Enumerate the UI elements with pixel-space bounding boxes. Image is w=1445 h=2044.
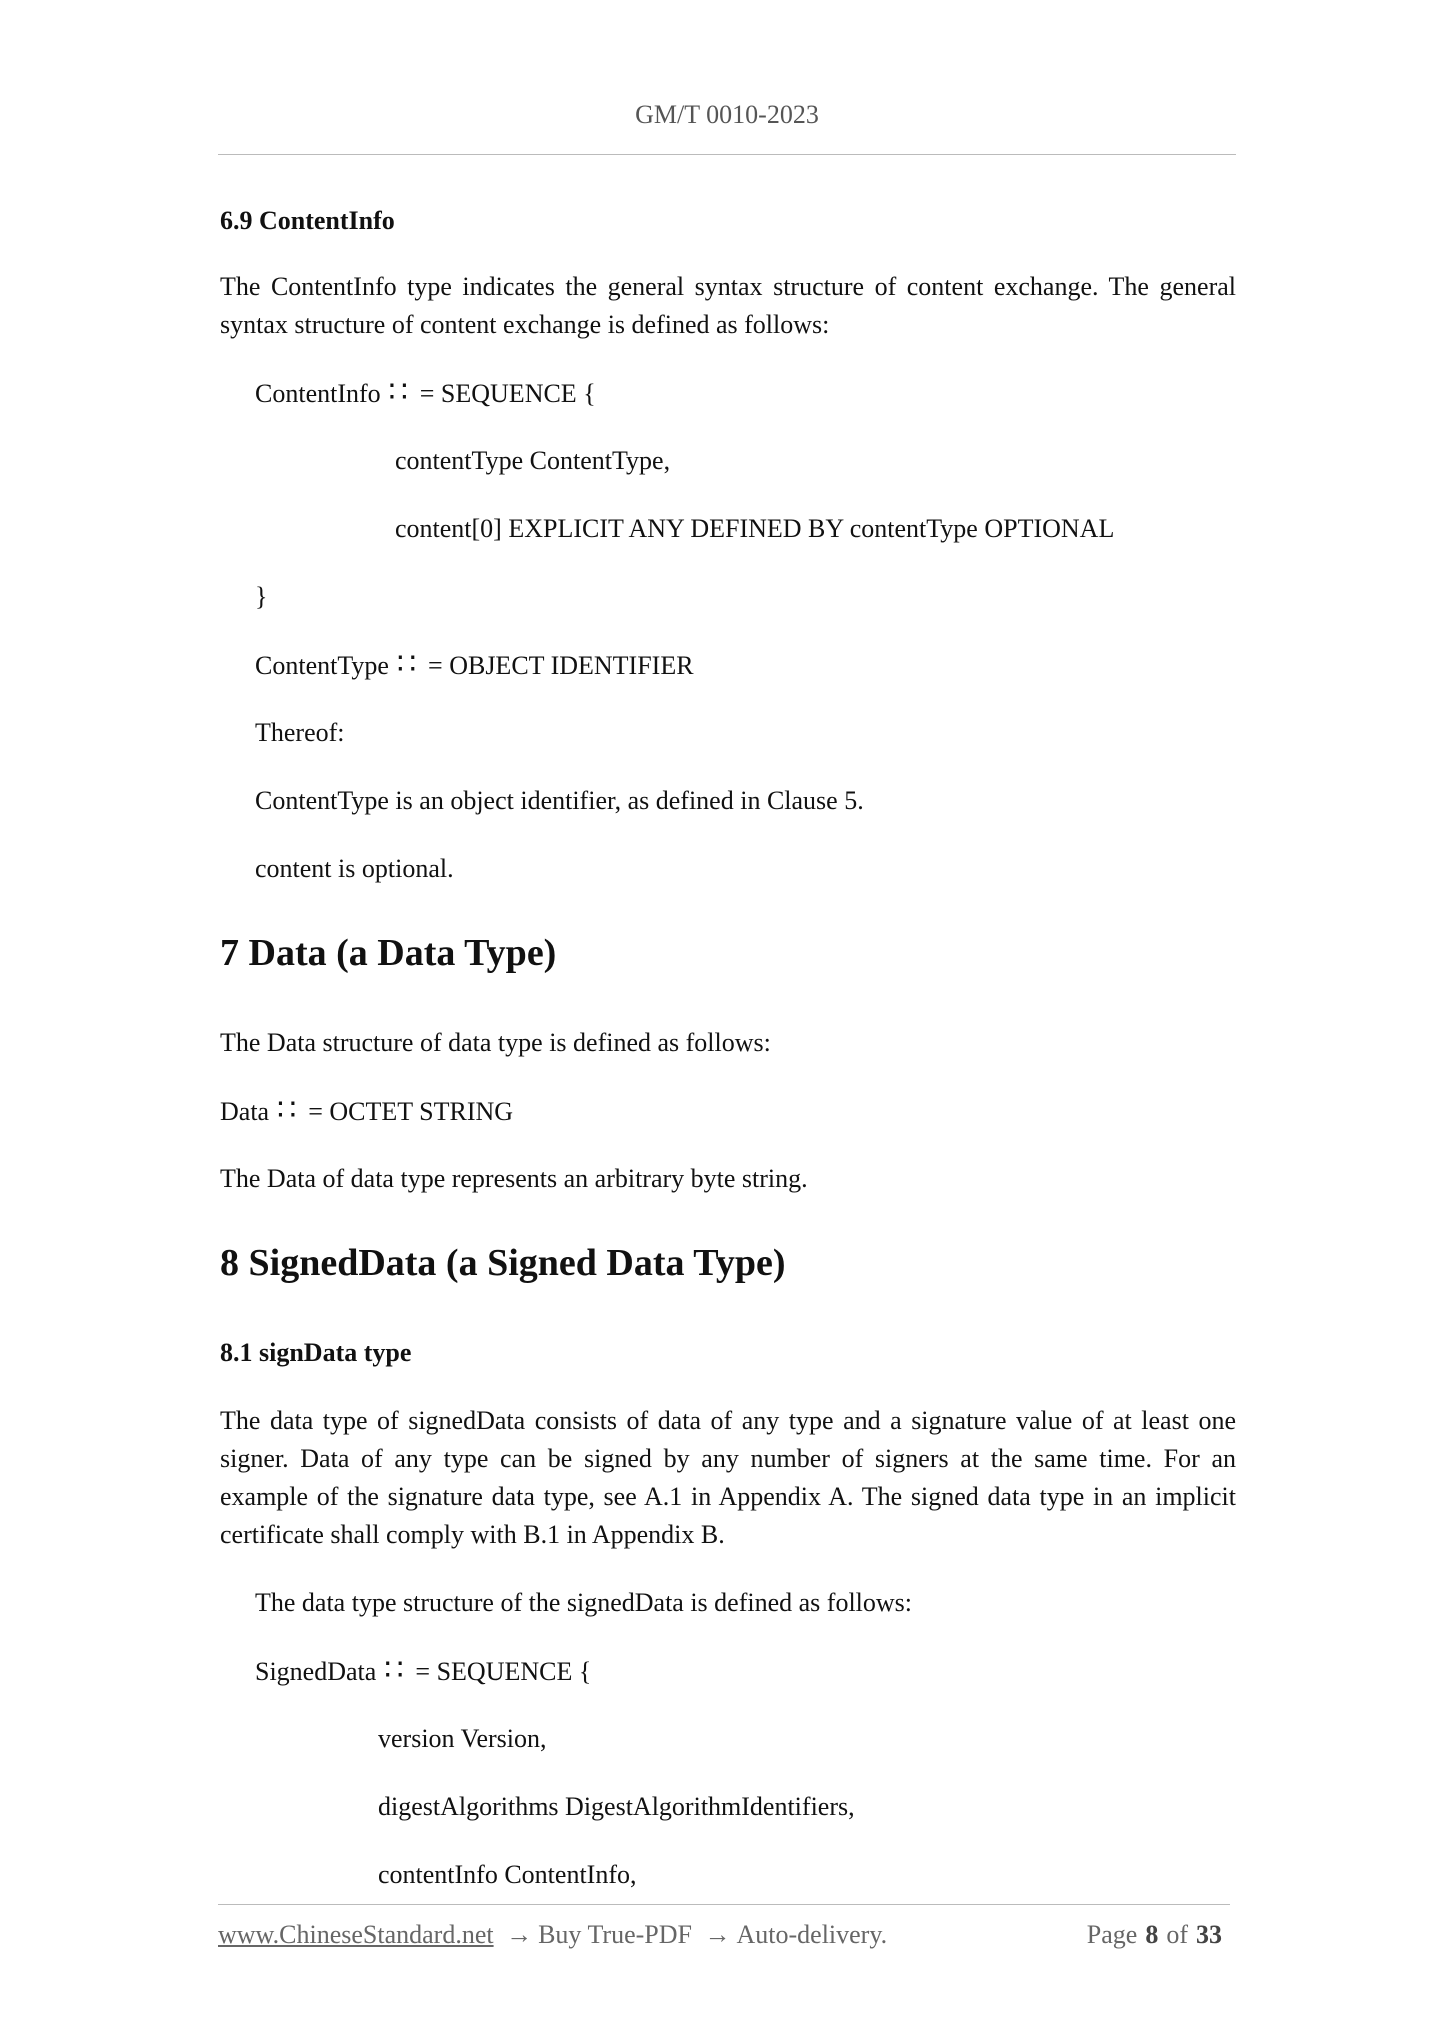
auto-delivery-text: Auto-delivery. xyxy=(736,1920,888,1949)
section-8-heading: 8 SignedData (a Signed Data Type) xyxy=(220,1242,786,1284)
def-rhs: = SEQUENCE { xyxy=(415,1657,592,1686)
def-rhs: = OCTET STRING xyxy=(308,1097,514,1126)
def-operator: ∷ xyxy=(384,1654,406,1687)
of-label: of xyxy=(1166,1920,1188,1949)
signeddata-field-digestalgorithms: digestAlgorithms DigestAlgorithmIdentifiers, xyxy=(378,1792,855,1821)
def-name: ContentType xyxy=(255,651,389,680)
section-7-intro: The Data structure of data type is defined as follows: xyxy=(220,1028,771,1057)
section-8-1-heading: 8.1 signData type xyxy=(220,1338,412,1367)
def-operator: ∷ xyxy=(388,376,410,409)
def-name: SignedData xyxy=(255,1657,377,1686)
section-6-9-intro: The ContentInfo type indicates the general syntax structure of content exchange. The general syntax structure of content exchange is defined as follows: xyxy=(220,272,1236,339)
contenttype-definition xyxy=(255,646,694,685)
data-definition xyxy=(220,1092,513,1131)
signeddata-definition xyxy=(255,1652,591,1691)
section-8-1-intro: The data type structure of the signedData is defined as follows: xyxy=(255,1588,913,1617)
contentinfo-field-content: content[0] EXPLICIT ANY DEFINED BY contentType OPTIONAL xyxy=(395,514,1115,543)
signeddata-field-version: version Version, xyxy=(378,1724,547,1753)
contentinfo-definition xyxy=(255,374,596,413)
section-8-1-paragraph: The data type of signedData consists of data of any type and a signature value of at least one signer. Data of any type can be signed by any number of signers at the same time. For an example of the signature data type, see A.1 in Appendix A. The signed data type in an implicit certificate shall comply with B.1 in Appendix B. xyxy=(220,1406,1236,1549)
content-note: content is optional. xyxy=(255,854,454,883)
chinesestandard-link[interactable]: www.ChineseStandard.net xyxy=(218,1920,494,1949)
def-operator: ∷ xyxy=(396,648,419,681)
header-divider xyxy=(218,154,1236,155)
arrow-right-icon: → xyxy=(704,1920,731,1949)
def-name: ContentInfo xyxy=(255,379,381,408)
def-rhs: = SEQUENCE { xyxy=(419,379,596,408)
page-number xyxy=(1087,1920,1230,1950)
page-label: Page xyxy=(1086,1920,1138,1949)
def-rhs: = OBJECT IDENTIFIER xyxy=(428,651,694,680)
page-footer xyxy=(218,1920,1230,1950)
contentinfo-field-contenttype: contentType ContentType, xyxy=(395,446,671,475)
arrow-right-icon: → xyxy=(506,1920,533,1949)
buy-true-pdf-text: Buy True-PDF xyxy=(538,1920,692,1949)
section-6-9-heading: 6.9 ContentInfo xyxy=(220,206,395,235)
section-7-note: The Data of data type represents an arbitrary byte string. xyxy=(220,1164,808,1193)
footer-divider xyxy=(218,1904,1230,1905)
page-header: GM/T 0010-2023 xyxy=(635,100,819,129)
page-total: 33 xyxy=(1196,1920,1222,1949)
contenttype-note: ContentType is an object identifier, as defined in Clause 5. xyxy=(255,786,864,815)
def-name: Data xyxy=(220,1097,270,1126)
signeddata-field-contentinfo: contentInfo ContentInfo, xyxy=(378,1860,637,1889)
thereof-label: Thereof: xyxy=(255,718,345,747)
page-current: 8 xyxy=(1145,1920,1159,1949)
footer-left xyxy=(218,1920,887,1950)
section-7-heading: 7 Data (a Data Type) xyxy=(220,932,557,974)
def-operator: ∷ xyxy=(277,1094,299,1127)
contentinfo-close-brace: } xyxy=(255,582,268,611)
